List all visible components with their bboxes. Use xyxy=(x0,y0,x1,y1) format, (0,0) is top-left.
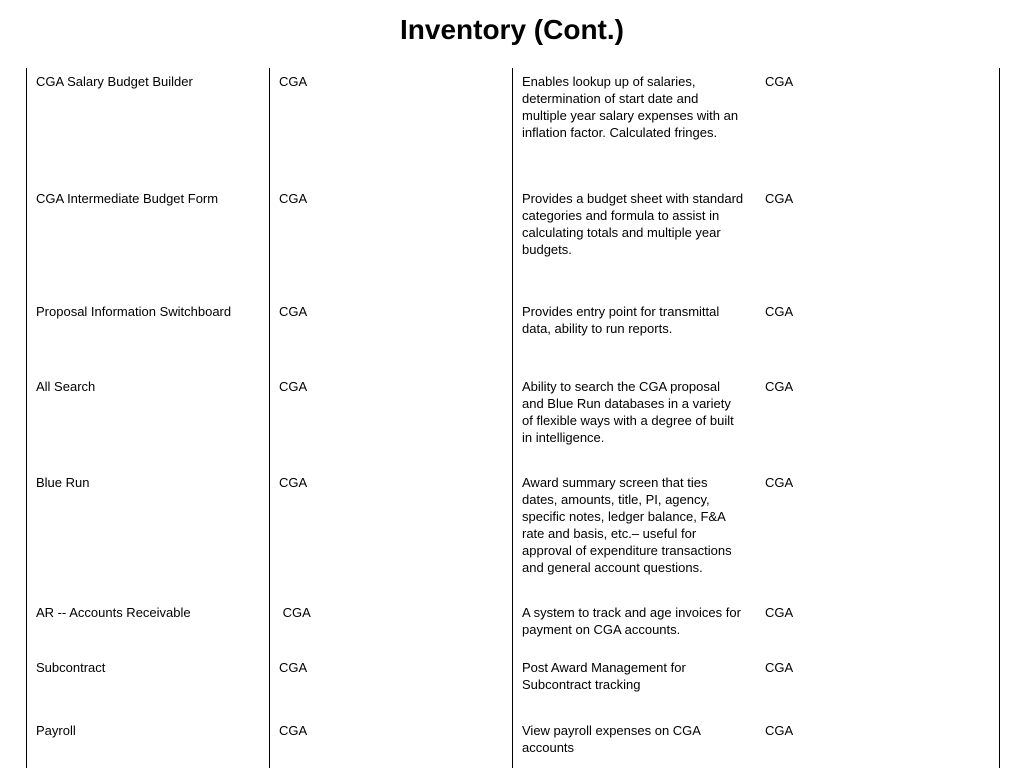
table-row xyxy=(26,599,1000,654)
table-row xyxy=(26,68,1000,185)
users-cell: CGA xyxy=(765,475,794,490)
owner-cell: CGA xyxy=(279,475,308,490)
description-cell: Post Award Management for Subcontract tracking xyxy=(522,660,686,692)
description-cell: View payroll expenses on CGA accounts xyxy=(522,723,701,755)
table-row xyxy=(26,298,1000,373)
users-cell: CGA xyxy=(765,723,794,738)
table-row xyxy=(26,654,1000,717)
owner-cell: CGA xyxy=(279,191,308,206)
owner-cell: CGA xyxy=(279,74,308,89)
owner-cell: CGA xyxy=(279,605,311,620)
system-name-cell: Subcontract xyxy=(36,660,106,675)
description-cell: Enables lookup up of salaries, determination of start date and multiple year salary expenses with an inflation factor. Calculated fringes. xyxy=(522,74,739,140)
users-cell: CGA xyxy=(765,191,794,206)
description-cell: Provides entry point for transmittal data, ability to run reports. xyxy=(522,304,720,336)
system-name-cell: CGA Intermediate Budget Form xyxy=(36,191,219,206)
system-name-cell: Blue Run xyxy=(36,475,90,490)
system-name-cell: CGA Salary Budget Builder xyxy=(36,74,193,89)
system-name-cell: Proposal Information Switchboard xyxy=(36,304,232,319)
owner-cell: CGA xyxy=(279,723,308,738)
inventory-table xyxy=(26,68,1000,762)
system-name-cell: AR -- Accounts Receivable xyxy=(36,605,191,620)
table-row xyxy=(26,717,1000,762)
description-cell: A system to track and age invoices for payment on CGA accounts. xyxy=(522,605,741,637)
users-cell: CGA xyxy=(765,74,794,89)
description-cell: Ability to search the CGA proposal and Blue Run databases in a variety of flexible ways with a degree of built in intelligence. xyxy=(522,379,734,445)
table-row xyxy=(26,185,1000,298)
system-name-cell: Payroll xyxy=(36,723,76,738)
users-cell: CGA xyxy=(765,660,794,675)
description-cell: Award summary screen that ties dates, amounts, title, PI, agency, specific notes, ledger balance, F&A rate and basis, etc.– useful for approval of expenditure transactions and general account questions. xyxy=(522,475,732,575)
description-cell: Provides a budget sheet with standard categories and formula to assist in calculating totals and multiple year budgets. xyxy=(522,191,744,257)
owner-cell: CGA xyxy=(279,660,308,675)
owner-cell: CGA xyxy=(279,304,308,319)
table-row xyxy=(26,373,1000,469)
page-title: Inventory (Cont.) xyxy=(400,14,624,45)
system-name-cell: All Search xyxy=(36,379,96,394)
table-row xyxy=(26,469,1000,599)
users-cell: CGA xyxy=(765,304,794,319)
inventory-table-container xyxy=(26,68,1000,768)
users-cell: CGA xyxy=(765,605,794,620)
users-cell: CGA xyxy=(765,379,794,394)
owner-cell: CGA xyxy=(279,379,308,394)
